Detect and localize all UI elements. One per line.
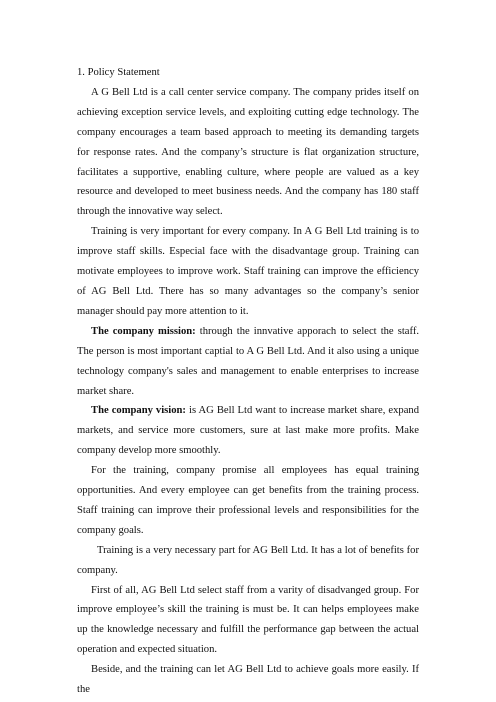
paragraph-equal-opportunity [77,461,419,541]
paragraph-text: Beside, and the training can let AG Bell Ltd to achieve goals more easily. If the [77,664,419,696]
paragraph-first-of-all [77,581,419,661]
document-body [77,63,419,700]
paragraph-text: A G Bell Ltd is a call center service company. The company prides itself on achieving exception service levels, and exploiting cutting edge technology. The company encourages a team based approach to meeting its demanding targets for response rates. And the company’s structure is flat organization structure, facilitates a supportive, enabling culture, where people are valued as a key resource and developed to meet business needs. And the company has 180 staff through the innovative way select. [77,86,419,218]
section-heading: 1. Policy Statement [77,67,160,78]
paragraph-mission [77,322,419,402]
paragraph-text: is AG Bell Ltd want to increase market share, expand markets, and service more customers, sure at last make more profits. Make company develop more smoothly. [77,405,420,457]
paragraph-text: For the training, company promise all employees has equal training opportunities. And every employee can get benefits from the training process. Staff training can improve their professional levels and responsibilities for the company goals. [77,465,419,536]
mission-label: The company mission: [91,325,196,337]
paragraph-beside [77,660,419,700]
paragraph-text: through the innvative apporach to select the staff. The person is most important captial to A G Bell Ltd. And it also using a unique technology company's sales and management to enable enterprises to increase market share. [77,325,419,397]
paragraph-text: First of all, AG Bell Ltd select staff from a varity of disadvanged group. For improve employee’s skill the training is must be. It can helps employees make up the knowledge necessary and fulfill the performance gap between the actual operation and expected situation. [77,584,419,656]
vision-label: The company vision: [91,405,186,417]
paragraph-training-necessary [77,541,419,581]
paragraph-vision [77,401,419,461]
paragraph-text: Training is very important for every company. In A G Bell Ltd training is to improve staff skills. Especial face with the disadvantage group. Training can motivate employees to improve work. Staff training can improve the efficiency of AG Bell Ltd. There has so many advantages so the company’s senior manager should pay more attention to it. [77,226,419,317]
paragraph-company-overview [77,83,419,222]
paragraph-training-importance [77,222,419,322]
paragraph-text: Training is a very necessary part for AG Bell Ltd. It has a lot of benefits for company. [77,544,419,576]
